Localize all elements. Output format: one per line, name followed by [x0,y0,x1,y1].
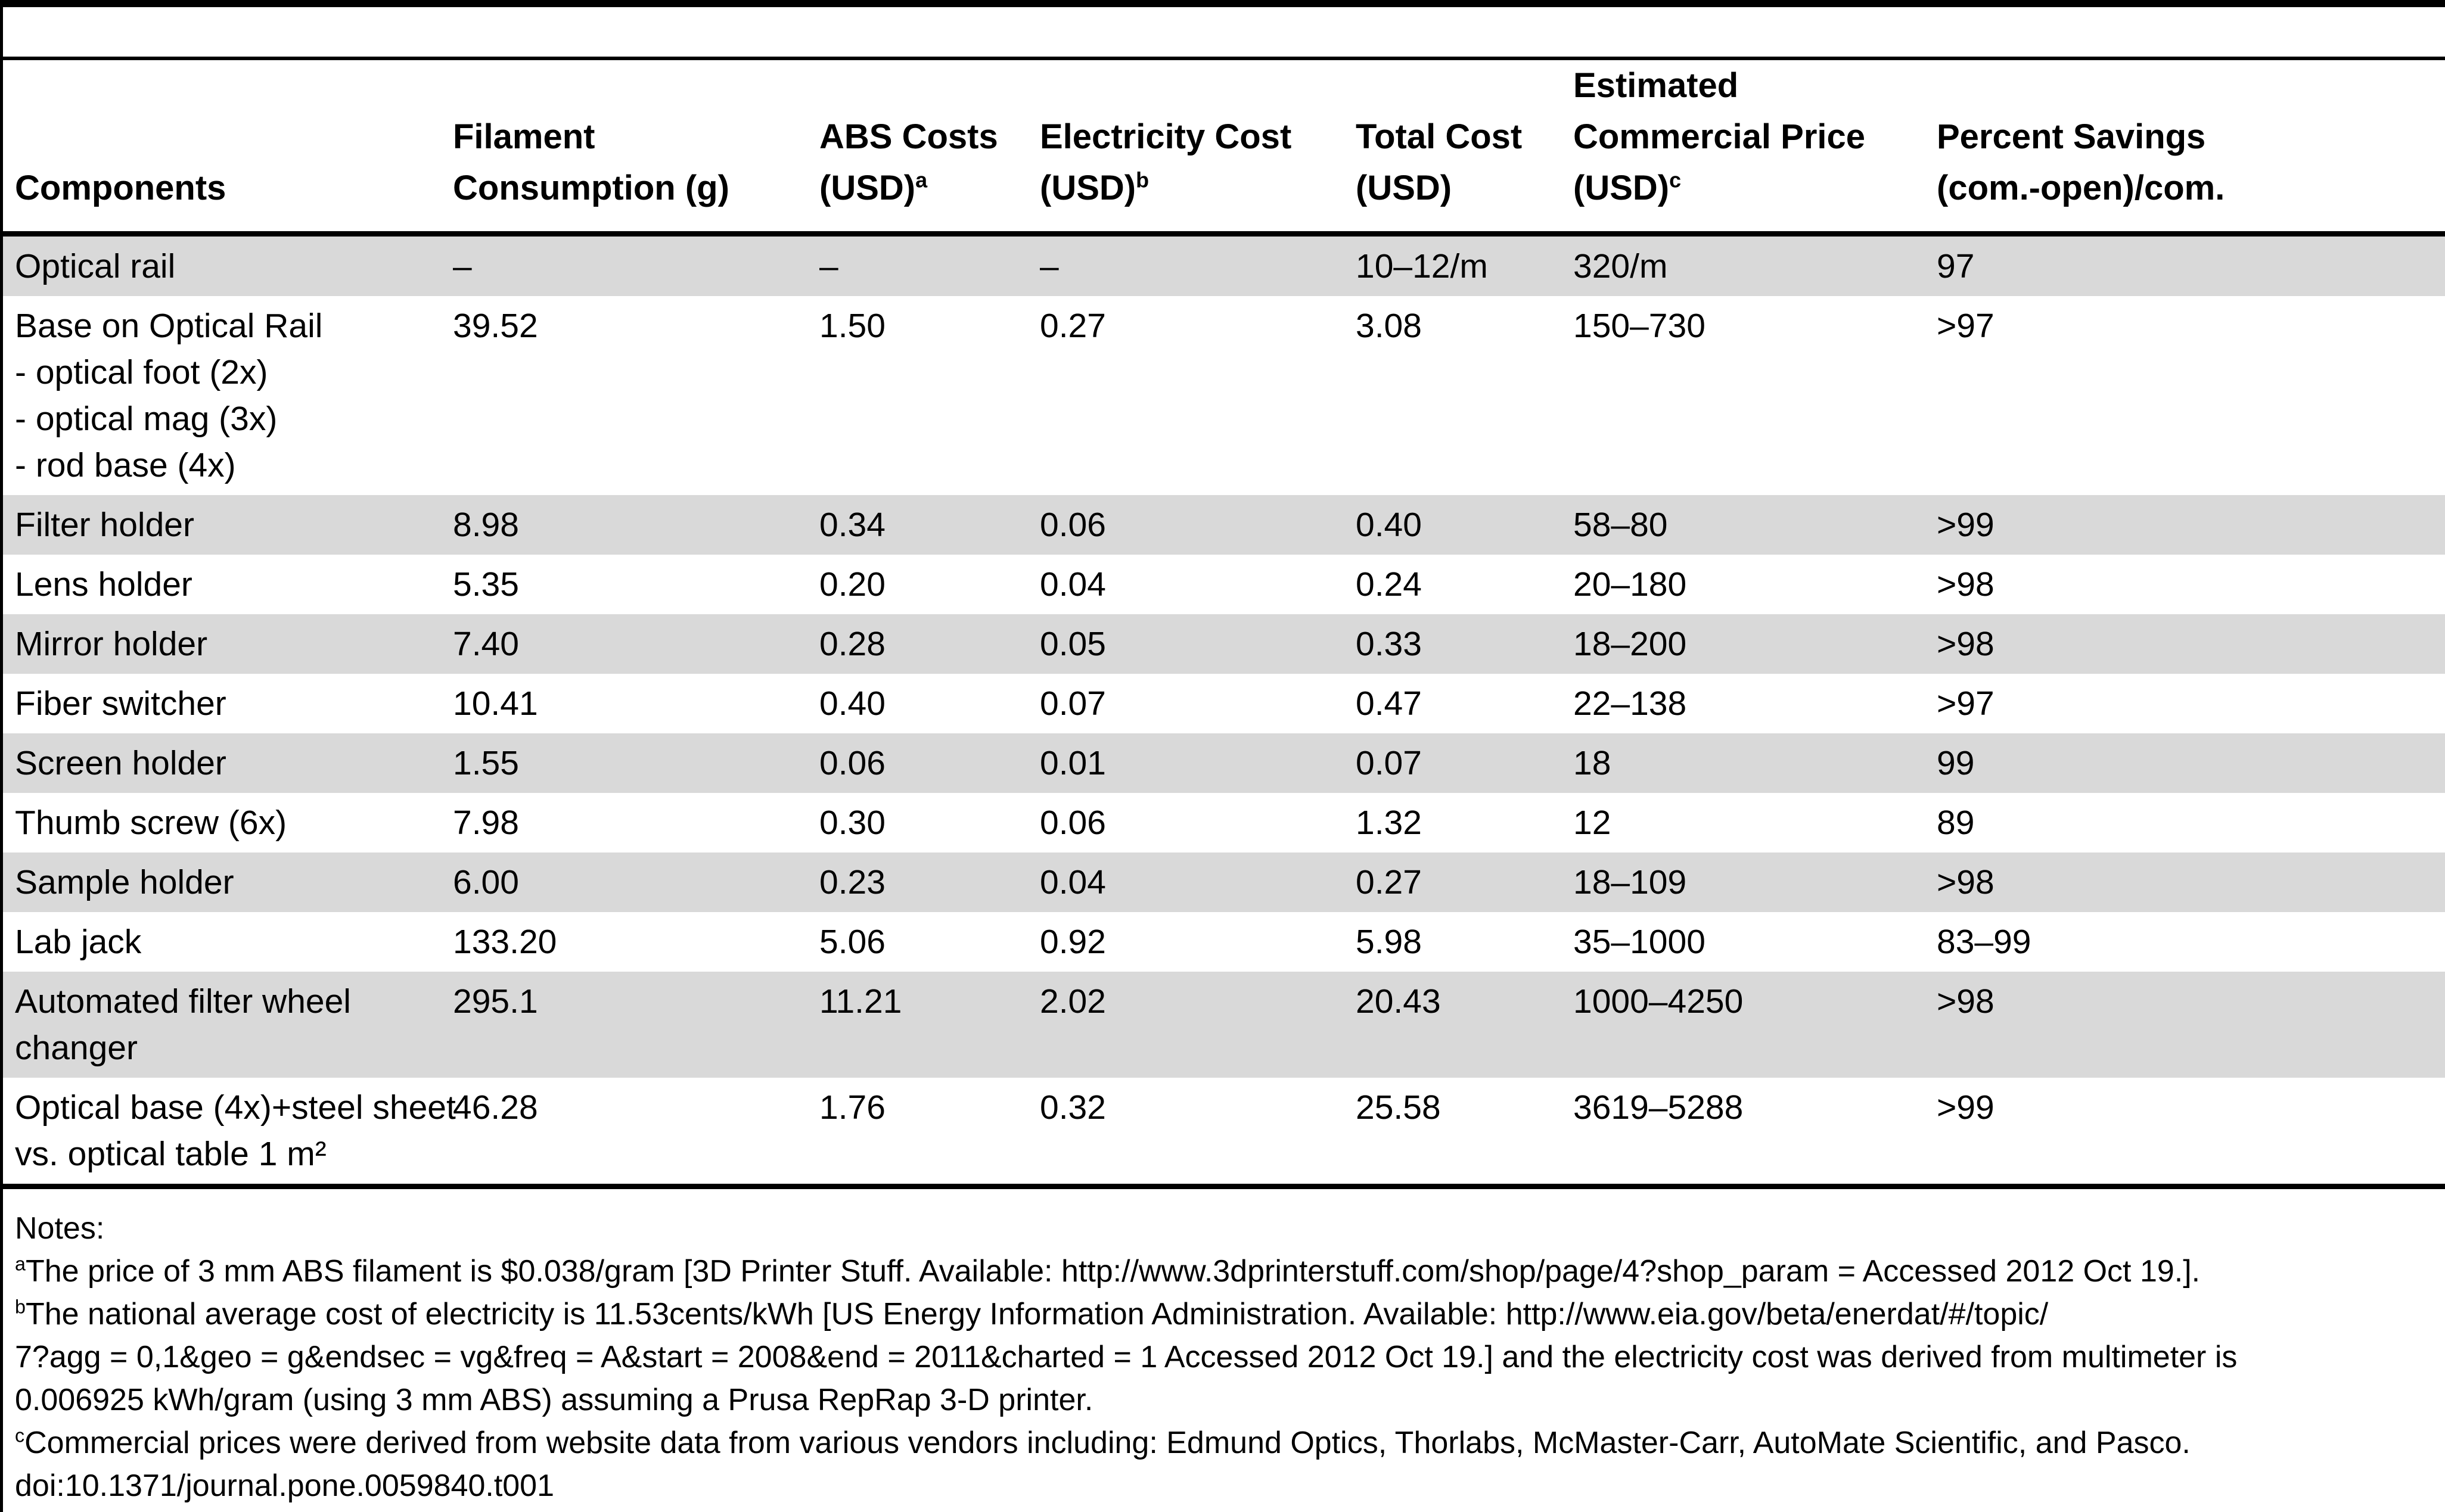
value-text: 0.07 [1040,685,1106,723]
value-cell-estimated-commercial-price [1573,621,1937,667]
value-cell-filament-consumption [453,621,819,667]
value-cell-total-cost [1356,303,1573,489]
component-line: Fiber switcher [15,685,226,723]
value-text: 97 [1937,247,1975,285]
value-cell-estimated-commercial-price [1573,1084,1937,1177]
value-cell-filament-consumption [453,919,819,965]
column-header-line: Estimated [1573,66,1739,105]
value-cell-abs-costs [819,859,1040,906]
value-text: 35–1000 [1573,923,1705,961]
table-row [0,793,2445,853]
note-b-line: 7?agg = 0,1&geo = g&endsec = vg&freq = A&start = 2008&end = 2011&charted = 1 Accessed 2012 Oct 19.] and the electricity cost was derived from multimeter is [15,1340,2238,1374]
value-cell-abs-costs [819,502,1040,548]
value-cell-electricity-cost [1040,740,1356,786]
component-line: Sample holder [15,863,234,901]
component-cell [0,919,453,965]
component-cell [0,502,453,548]
value-cell-abs-costs [819,621,1040,667]
notes-items [15,1250,2445,1464]
value-cell-estimated-commercial-price [1573,799,1937,846]
value-text: 18–109 [1573,863,1687,901]
value-text: 46.28 [453,1088,538,1127]
value-cell-estimated-commercial-price [1573,680,1937,727]
value-text: 10.41 [453,685,538,723]
value-text: 0.27 [1040,307,1106,345]
value-text: 133.20 [453,923,557,961]
value-text: >98 [1937,565,1994,603]
value-text: 0.01 [1040,744,1106,782]
value-text: 0.32 [1040,1088,1106,1127]
value-cell-percent-savings [1937,1084,2445,1177]
value-cell-percent-savings [1937,561,2445,608]
component-line: Lens holder [15,565,192,603]
table-row [0,296,2445,495]
superscript-a: a [915,167,928,192]
value-cell-filament-consumption [453,740,819,786]
notes-section [0,1189,2445,1507]
value-text: >98 [1937,982,1994,1021]
column-header-line: Electricity Cost [1040,117,1292,156]
value-cell-total-cost [1356,859,1573,906]
column-header-estimated-commercial-price [1573,60,1937,214]
value-cell-estimated-commercial-price [1573,243,1937,290]
value-cell-electricity-cost [1040,680,1356,727]
value-cell-estimated-commercial-price [1573,561,1937,608]
table-row [0,912,2445,972]
value-cell-abs-costs [819,680,1040,727]
value-cell-electricity-cost [1040,502,1356,548]
value-text: 1.76 [819,1088,886,1127]
table-row [0,853,2445,912]
value-cell-abs-costs [819,561,1040,608]
value-cell-filament-consumption [453,561,819,608]
value-cell-percent-savings [1937,243,2445,290]
value-text: 0.34 [819,506,886,544]
value-text: 0.06 [1040,506,1106,544]
value-text: >99 [1937,1088,1994,1127]
value-cell-percent-savings [1937,680,2445,727]
value-text: 5.35 [453,565,519,603]
superscript-a: a [15,1253,26,1275]
value-text: >98 [1937,863,1994,901]
value-text: 0.04 [1040,565,1106,603]
column-header-total-cost [1356,111,1573,214]
value-text: 25.58 [1356,1088,1441,1127]
column-header-line: (com.-open)/com. [1937,169,2225,207]
component-line: - optical foot (2x) [15,353,268,391]
superscript-c: c [1669,167,1682,192]
value-text: 0.47 [1356,685,1422,723]
value-text: 3619–5288 [1573,1088,1744,1127]
value-cell-electricity-cost [1040,799,1356,846]
value-cell-electricity-cost [1040,621,1356,667]
value-cell-electricity-cost [1040,561,1356,608]
value-text: 7.98 [453,804,519,842]
value-cell-percent-savings [1937,919,2445,965]
header-bottom-rule [0,231,2445,237]
column-header-line: ABS Costs [819,117,998,156]
component-line: Lab jack [15,923,142,961]
column-header-filament-consumption [453,111,819,214]
value-cell-filament-consumption [453,303,819,489]
value-text: 0.07 [1356,744,1422,782]
value-text: 0.06 [1040,804,1106,842]
table-row [0,555,2445,614]
value-cell-estimated-commercial-price [1573,859,1937,906]
value-text: 0.27 [1356,863,1422,901]
value-cell-electricity-cost [1040,243,1356,290]
value-cell-total-cost [1356,502,1573,548]
column-header-line: Filament [453,117,595,156]
component-cell [0,978,453,1071]
component-cell [0,859,453,906]
table-row [0,614,2445,674]
value-cell-estimated-commercial-price [1573,978,1937,1071]
superscript-b: b [15,1296,26,1318]
component-cell [0,740,453,786]
column-header-electricity-cost [1040,111,1356,214]
value-text: 0.40 [819,685,886,723]
column-header-line: Percent Savings [1937,117,2206,156]
value-text: 0.92 [1040,923,1106,961]
value-cell-filament-consumption [453,680,819,727]
table-body [0,237,2445,1184]
value-cell-abs-costs [819,303,1040,489]
value-cell-total-cost [1356,621,1573,667]
value-text: 18 [1573,744,1611,782]
component-line: Thumb screw (6x) [15,804,287,842]
column-header-components [0,163,453,214]
table-row [0,674,2445,733]
value-text: 10–12/m [1356,247,1488,285]
value-cell-total-cost [1356,799,1573,846]
value-cell-percent-savings [1937,740,2445,786]
value-cell-total-cost [1356,919,1573,965]
value-cell-estimated-commercial-price [1573,502,1937,548]
value-text: 89 [1937,804,1975,842]
value-text: 0.30 [819,804,886,842]
value-text: 0.20 [819,565,886,603]
value-text: 99 [1937,744,1975,782]
component-cell [0,1084,456,1177]
value-cell-estimated-commercial-price [1573,919,1937,965]
value-cell-percent-savings [1937,799,2445,846]
value-text: – [453,247,472,285]
value-text: 7.40 [453,625,519,663]
superscript-b: b [1136,167,1150,192]
value-text: 0.24 [1356,565,1422,603]
value-text: 11.21 [819,982,902,1021]
value-cell-filament-consumption [453,859,819,906]
component-line: Filter holder [15,506,194,544]
value-cell-abs-costs [819,740,1040,786]
value-cell-filament-consumption [453,243,819,290]
component-line: Mirror holder [15,625,208,663]
component-cell [0,621,453,667]
value-text: 3.08 [1356,307,1422,345]
value-text: >99 [1937,506,1994,544]
value-text: 1.32 [1356,804,1422,842]
column-header-line: (USD)$^a$ [819,167,928,207]
column-header-line: Total Cost [1356,117,1523,156]
value-cell-percent-savings [1937,502,2445,548]
value-cell-total-cost [1356,1084,1573,1177]
column-header-line: (USD)$^c$ [1573,167,1682,207]
column-header-line: (USD)$^b$ [1040,167,1150,207]
value-text: 83–99 [1937,923,2031,961]
value-text: 320/m [1573,247,1668,285]
value-cell-filament-consumption [453,1084,819,1177]
value-text: 20.43 [1356,982,1441,1021]
component-line: changer [15,1029,138,1067]
note-c-line: $^c$Commercial prices were derived from website data from various vendors including: Edmund Optics, Thorlabs, McMaster-Carr, AutoMate Scientific, and Pasco. [15,1424,2191,1460]
note-a-line: $^a$The price of 3 mm ABS filament is $0.038/gram [3D Printer Stuff. Available: http://www.3dprinterstuff.com/shop/page/4?shop_param = Accessed 2012 Oct 19.]. [15,1253,2201,1289]
notes-label: Notes: [15,1211,105,1246]
value-text: 39.52 [453,307,538,345]
value-cell-filament-consumption [453,502,819,548]
column-header-line: Components [15,169,226,207]
value-text: 0.06 [819,744,886,782]
component-cell [0,243,453,290]
table-row [0,237,2445,296]
column-header-line: Commercial Price [1573,117,1866,156]
component-line: Screen holder [15,744,226,782]
value-cell-abs-costs [819,799,1040,846]
value-text: 2.02 [1040,982,1106,1021]
value-text: 1.55 [453,744,519,782]
value-text: >97 [1937,307,1994,345]
value-cell-electricity-cost [1040,1084,1356,1177]
value-cell-total-cost [1356,978,1573,1071]
doi-line: doi:10.1371/journal.pone.0059840.t001 [15,1469,555,1503]
value-text: 0.23 [819,863,886,901]
value-text: 58–80 [1573,506,1668,544]
value-text: 0.05 [1040,625,1106,663]
column-header-percent-savings [1937,111,2445,214]
left-edge-artifact-line [0,0,3,1512]
component-line: - rod base (4x) [15,446,236,484]
value-text: – [819,247,838,285]
value-text: 5.06 [819,923,886,961]
value-cell-percent-savings [1937,978,2445,1071]
value-cell-percent-savings [1937,859,2445,906]
value-cell-estimated-commercial-price [1573,740,1937,786]
table-header-row [0,60,2445,231]
component-cell [0,799,453,846]
component-cell [0,561,453,608]
table-bottom-rule [0,1184,2445,1189]
value-text: 0.28 [819,625,886,663]
value-text: 1000–4250 [1573,982,1744,1021]
component-line: Automated filter wheel [15,982,351,1021]
component-cell [0,303,453,489]
component-line: - optical mag (3x) [15,400,278,438]
value-text: 150–730 [1573,307,1705,345]
value-cell-total-cost [1356,561,1573,608]
component-line: Optical rail [15,247,176,285]
value-cell-filament-consumption [453,978,819,1071]
value-text: 6.00 [453,863,519,901]
component-line: Base on Optical Rail [15,307,323,345]
value-cell-abs-costs [819,919,1040,965]
value-cell-electricity-cost [1040,919,1356,965]
value-text: 8.98 [453,506,519,544]
component-cell [0,680,453,727]
value-text: 1.50 [819,307,886,345]
value-cell-percent-savings [1937,621,2445,667]
column-header-abs-costs [819,111,1040,214]
value-cell-percent-savings [1937,303,2445,489]
table-row [0,1078,2445,1184]
value-cell-electricity-cost [1040,303,1356,489]
value-text: >98 [1937,625,1994,663]
column-header-line: Consumption (g) [453,169,729,207]
value-cell-abs-costs [819,243,1040,290]
value-text: 295.1 [453,982,538,1021]
component-line: vs. optical table 1 m² [15,1135,327,1173]
value-cell-electricity-cost [1040,859,1356,906]
table-row [0,733,2445,793]
value-cell-filament-consumption [453,799,819,846]
column-header-line: (USD) [1356,169,1452,207]
value-text: 18–200 [1573,625,1687,663]
value-cell-abs-costs [819,978,1040,1071]
note-b-line: $^b$The national average cost of electricity is 11.53cents/kWh [US Energy Information Administration. Available: http://www.eia.gov/beta/enerdat/#/topic/ [15,1296,2049,1331]
value-cell-total-cost [1356,680,1573,727]
value-text: 0.40 [1356,506,1422,544]
value-text: 22–138 [1573,685,1687,723]
table-top-rule [0,0,2445,7]
caption-gap [0,7,2445,57]
value-cell-estimated-commercial-price [1573,303,1937,489]
value-text: 12 [1573,804,1611,842]
value-text: 20–180 [1573,565,1687,603]
value-text: >97 [1937,685,1994,723]
value-cell-total-cost [1356,243,1573,290]
value-cell-total-cost [1356,740,1573,786]
value-cell-electricity-cost [1040,978,1356,1071]
value-cell-abs-costs [819,1084,1040,1177]
table-row [0,972,2445,1078]
value-text: 0.04 [1040,863,1106,901]
superscript-c: c [15,1424,25,1446]
table-row [0,495,2445,555]
value-text: – [1040,247,1059,285]
note-b-line: 0.006925 kWh/gram (using 3 mm ABS) assuming a Prusa RepRap 3-D printer. [15,1383,1093,1417]
value-text: 5.98 [1356,923,1422,961]
component-line: Optical base (4x)+steel sheet [15,1088,456,1127]
value-text: 0.33 [1356,625,1422,663]
